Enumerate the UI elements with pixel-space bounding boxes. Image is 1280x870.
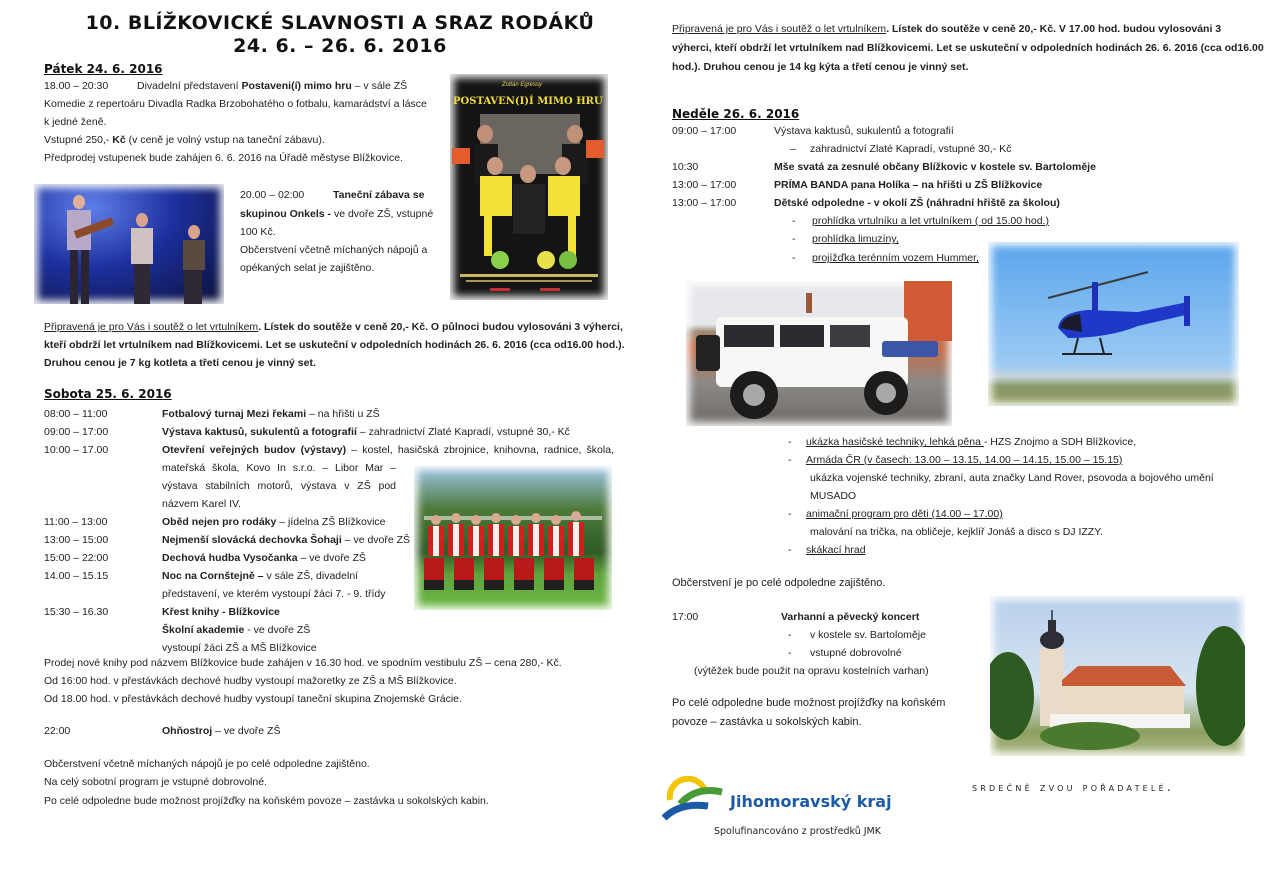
sunday-item-time: 10:30 (672, 161, 699, 173)
dance-food-2: opékaných selat je zajištěno. (240, 262, 375, 274)
fireworks-time: 22:00 (44, 725, 71, 737)
saturday-item-time: 15:30 – 16.30 (44, 606, 109, 618)
carriage-line-2: povoze – zastávka u sokolských kabin. (672, 716, 862, 728)
theatre-name: Postaveni(í) mimo hru (241, 80, 352, 92)
helicopter-shape (988, 242, 1239, 406)
saturday-item-detail: mateřská škola, Kovo In s.r.o. – Libor Mar – (162, 462, 396, 474)
saturday-item-detail: - ve dvoře ZŠ (244, 624, 311, 636)
kids-item (806, 433, 1136, 451)
theatre-desc-1: Komedie z repertoáru Divadla Radka Brzobohatého o fotbalu, kamarádství a lásce (44, 98, 427, 110)
sunday-refreshments: Občerstvení je po celé odpoledne zajištěno. (672, 577, 886, 589)
hummer-vehicle (686, 281, 952, 426)
folk-band-photo (414, 466, 612, 610)
saturday-item-detail: představení, ve kterém vystoupí žáci 7. - 9. třídy (162, 588, 386, 600)
concert-title: Varhanní a pěvecký koncert (781, 611, 920, 623)
saturday-footer-note: Na celý sobotní program je vstupné dobrovolné. (44, 776, 267, 788)
kids-item-link[interactable]: Armáda ČR (v časech: 13.00 – 13.15, 14.00 – 14.15, 15.00 – 15.15) (806, 454, 1123, 466)
saturday-item-text (162, 585, 386, 603)
friday-contest-link[interactable]: Připravená je pro Vás i soutěž o let vrtulníkem (44, 321, 259, 333)
jmk-logo (662, 774, 892, 850)
saturday-item-title: Školní akademie (162, 624, 245, 636)
concert-entry: vstupné dobrovolné (810, 647, 902, 659)
sunday-item-text: Mše svatá za zesnulé občany Blížkovic v kostele sv. Bartoloměje (774, 161, 1096, 173)
fireworks-text (162, 722, 280, 740)
friday-contest-text-1: . Lístek do soutěže v ceně 20,- Kč. O půlnoci budou vylosováni 3 výherci, (258, 321, 623, 333)
theatre-pre: Divadelní představení (137, 80, 242, 92)
saturday-item-text (162, 441, 614, 459)
kids-item-dash: - (792, 233, 796, 245)
kids-item-link[interactable]: prohlídka vrtulníku a let vrtulníkem ( od 15.00 hod.) (812, 215, 1049, 227)
theatre-desc-2: k jedné ženě. (44, 116, 107, 128)
friday-contest-line-1 (44, 318, 623, 336)
concert-place: v kostele sv. Bartoloměje (810, 629, 926, 641)
fireworks-title: Ohňostroj (162, 725, 213, 737)
friday-contest-line-3: Druhou cenou je 7 kg kotleta a třetí cenou je vinný set. (44, 357, 316, 369)
kids-item-dash: - (792, 252, 796, 264)
saturday-item-text (162, 603, 280, 621)
concert-time: 17:00 (672, 611, 699, 623)
sunday-contest-line-1 (672, 20, 1221, 38)
saturday-item-text (162, 405, 380, 423)
saturday-item-detail: výstava stabilních motorů, výstava v ZŠ pod (162, 480, 396, 492)
sunday-item-text: zahradnictví Zlaté Kapradí, vstupné 30,- Kč (810, 143, 1012, 155)
kids-item-link[interactable]: ukázka hasičské techniky, lehká pěna (806, 436, 984, 448)
folk-band-figures (414, 466, 612, 610)
theatre-poster (450, 74, 608, 300)
cofinanced-text: Spolufinancováno z prostředků JMK (714, 826, 881, 837)
organizers-invitation: srdečně zvou pořadatelé. (972, 780, 1174, 794)
kids-item-detail: MUSADO (810, 490, 857, 502)
saturday-item-time: 14.00 – 15.15 (44, 570, 109, 582)
saturday-item-detail: vystoupí žáci ZŠ a MŠ Blížkovice (162, 642, 317, 654)
friday-contest-line-2: kteří obdrží let vrtulníkem nad Blížkovicemi. Let se uskuteční v odpoledních hodinách 26. 6. 2016 (cca od16.00 hod.). (44, 339, 625, 351)
kids-item-detail: ukázka vojenské techniky, zbraní, auta značky Land Rover, psovoda a bojového umění (810, 472, 1214, 484)
saturday-item-detail: – zahradnictví Zlaté Kapradí, vstupné 30,- Kč (356, 426, 570, 438)
dance-price: 100 Kč. (240, 226, 276, 238)
saturday-item-title: Výstava kaktusů, sukulentů a fotografií (162, 426, 357, 438)
band-photo (34, 184, 224, 304)
saturday-item-time: 08:00 – 11:00 (44, 408, 108, 420)
kids-item-dash: - (788, 454, 792, 466)
saturday-item-detail: v sále ZŠ, divadelní (263, 570, 359, 582)
ticket-post: (v ceně je volný vstup na taneční zábavu). (125, 134, 325, 146)
hummer-photo (686, 281, 952, 426)
saturday-item-detail: – ve dvoře ZŠ (297, 552, 366, 564)
helicopter-photo (988, 242, 1239, 406)
saturday-item-title: Dechová hudba Vysočanka (162, 552, 298, 564)
sunday-contest-link[interactable]: Připravená je pro Vás i soutěž o let vrtulníkem (672, 23, 887, 35)
saturday-item-time: 15:00 – 22:00 (44, 552, 109, 564)
sunday-item-time: 09:00 – 17:00 (672, 125, 737, 137)
saturday-item-text (162, 495, 241, 513)
kids-item-dash: - (788, 544, 792, 556)
saturday-item-detail: – jídelna ZŠ Blížkovice (276, 516, 386, 528)
theatre-place: – v sále ZŠ (351, 80, 408, 92)
saturday-item-text (162, 531, 410, 549)
dance-title: Taneční zábava se (333, 189, 425, 201)
title-line: 10. BLÍŽKOVICKÉ SLAVNOSTI A SRAZ RODÁKŮ (85, 12, 595, 34)
jmk-logo-icon (662, 774, 726, 822)
saturday-item-title: Oběd nejen pro rodáky (162, 516, 277, 528)
saturday-item-detail: – na hřišti u ZŠ (306, 408, 380, 420)
concert-note: (výtěžek bude použit na opravu kostelních varhan) (694, 665, 929, 677)
saturday-item-text (162, 459, 396, 477)
sunday-item-time: 13:00 – 17:00 (672, 197, 737, 209)
saturday-item-detail: – ve dvoře ZŠ (341, 534, 411, 546)
band-silhouettes (34, 184, 224, 304)
dance-food-1: Občerstvení včetně míchaných nápojů a (240, 244, 428, 256)
kids-item-detail: - HZS Znojmo a SDH Blížkovice, (983, 436, 1137, 448)
saturday-note: Od 16:00 hod. v přestávkách dechové hudby vystoupí mažoretky ze ZŠ a MŠ Blížkovice. (44, 675, 457, 687)
kids-item-link[interactable]: prohlídka limuzíny, (812, 233, 899, 245)
kids-item-dash: - (788, 508, 792, 520)
dance-band-line (240, 205, 433, 223)
friday-heading: Pátek 24. 6. 2016 (44, 62, 163, 76)
kids-item-link[interactable]: skákací hrad (806, 544, 866, 556)
saturday-item-text (162, 423, 570, 441)
sunday-heading: Neděle 26. 6. 2016 (672, 107, 800, 121)
ticket-line (44, 131, 325, 149)
kids-item (806, 505, 1003, 523)
ticket-pre: Vstupné 250,- (44, 134, 113, 146)
church-photo (990, 596, 1245, 756)
saturday-item-title: Křest knihy - Blížkovice (162, 606, 280, 618)
kids-item-detail: malování na trička, na obličeje, kejklíř Jonáš a disco s DJ IZZY. (810, 526, 1103, 538)
presale-line: Předprodej vstupenek bude zahájen 6. 6. 2016 na Úřadě městyse Blížkovice. (44, 152, 403, 164)
dance-place: ve dvoře ZŠ, vstupné (333, 208, 434, 220)
poster-players (450, 74, 608, 300)
saturday-item-detail: názvem Karel IV. (162, 498, 241, 510)
carriage-line-1: Po celé odpoledne bude možnost projížďky na koňském (672, 697, 946, 709)
kids-item-dash: - (792, 215, 796, 227)
dance-band: skupinou Onkels - (240, 208, 334, 220)
kids-item (806, 451, 1122, 469)
saturday-item-title: Fotbalový turnaj Mezi řekami (162, 408, 307, 420)
friday-theatre-time: 18.00 – 20:30 (44, 80, 109, 92)
dance-time: 20.00 – 02:00 (240, 189, 305, 201)
sunday-item-dash: – (790, 143, 796, 155)
friday-theatre-title (137, 77, 407, 95)
sunday-item-text: Dětské odpoledne - v okolí ZŠ (náhradní hřiště za školou) (774, 197, 1060, 209)
saturday-item-title: Noc na Cornštejně – (162, 570, 264, 582)
friday-theatre-line (44, 77, 108, 95)
ticket-currency: Kč (112, 134, 126, 146)
concert-entry-dash: - (788, 647, 792, 659)
sunday-item-text: Výstava kaktusů, sukulentů a fotografií (774, 125, 954, 137)
fireworks-place: – ve dvoře ZŠ (212, 725, 281, 737)
saturday-item-text (162, 621, 310, 639)
kids-item-dash: - (788, 436, 792, 448)
saturday-item-text (162, 549, 366, 567)
saturday-footer-note: Občerstvení včetně míchaných nápojů je po celé odpoledne zajištěno. (44, 758, 370, 770)
sunday-contest-line-2: výherci, kteří obdrží let vrtulníkem nad Blížkovicemi. Let se uskuteční v odpoledních hodinách 26. 6. 2016 (cca od16.00 (672, 42, 1264, 54)
saturday-note: Prodej nové knihy pod názvem Blížkovice bude zahájen v 16.30 hod. ve spodním vestibulu ZŠ – cena 280,- Kč. (44, 657, 562, 669)
saturday-item-time: 13:00 – 15:00 (44, 534, 109, 546)
saturday-item-text (162, 513, 386, 531)
saturday-footer-note: Po celé odpoledne bude možnost projížďky na koňském povoze – zastávka u sokolských kabin. (44, 795, 489, 807)
kids-item-link[interactable]: animační program pro děti (14.00 – 17.00) (806, 508, 1003, 520)
saturday-heading: Sobota 25. 6. 2016 (44, 387, 172, 401)
sunday-item-text: PRÍMA BANDA pana Holíka – na hřišti u ZŠ Blížkovice (774, 179, 1043, 191)
sunday-contest-text-1: . Lístek do soutěže v ceně 20,- Kč. V 17.00 hod. budou vylosováni 3 (886, 23, 1222, 35)
saturday-item-title: Otevření veřejných budov (výstavy) (162, 444, 347, 456)
saturday-item-detail: – kostel, hasičská zbrojnice, knihovna, radnice, škola, (346, 444, 614, 456)
saturday-item-text (162, 567, 358, 585)
jmk-logo-text: Jihomoravský kraj (730, 792, 892, 811)
sunday-contest-line-3: hod.). Druhou cenou je 14 kg kýta a třetí cenou je vinný set. (672, 61, 969, 73)
saturday-item-title: Nejmenší slovácká dechovka Šohaji (162, 534, 342, 546)
sunday-item-time: 13:00 – 17:00 (672, 179, 737, 191)
concert-place-dash: - (788, 629, 792, 641)
kids-item (806, 541, 866, 559)
church-shape (990, 596, 1245, 756)
poster-title: POSTAVEN(I)Í MIMO HRU (453, 96, 603, 107)
saturday-item-text (162, 477, 396, 495)
page-title (40, 12, 640, 58)
title-dates: 24. 6. – 26. 6. 2016 (233, 35, 447, 57)
kids-item-link[interactable]: projížďka terénním vozem Hummer, (812, 252, 979, 264)
saturday-item-time: 09:00 – 17:00 (44, 426, 109, 438)
poster-author: Zoltán Egressy (502, 82, 543, 88)
saturday-item-time: 11:00 – 13:00 (44, 516, 108, 528)
saturday-note: Od 18.00 hod. v přestávkách dechové hudby vystoupí taneční skupina Znojemské Grácie. (44, 693, 462, 705)
saturday-item-time: 10:00 – 17.00 (44, 444, 109, 456)
